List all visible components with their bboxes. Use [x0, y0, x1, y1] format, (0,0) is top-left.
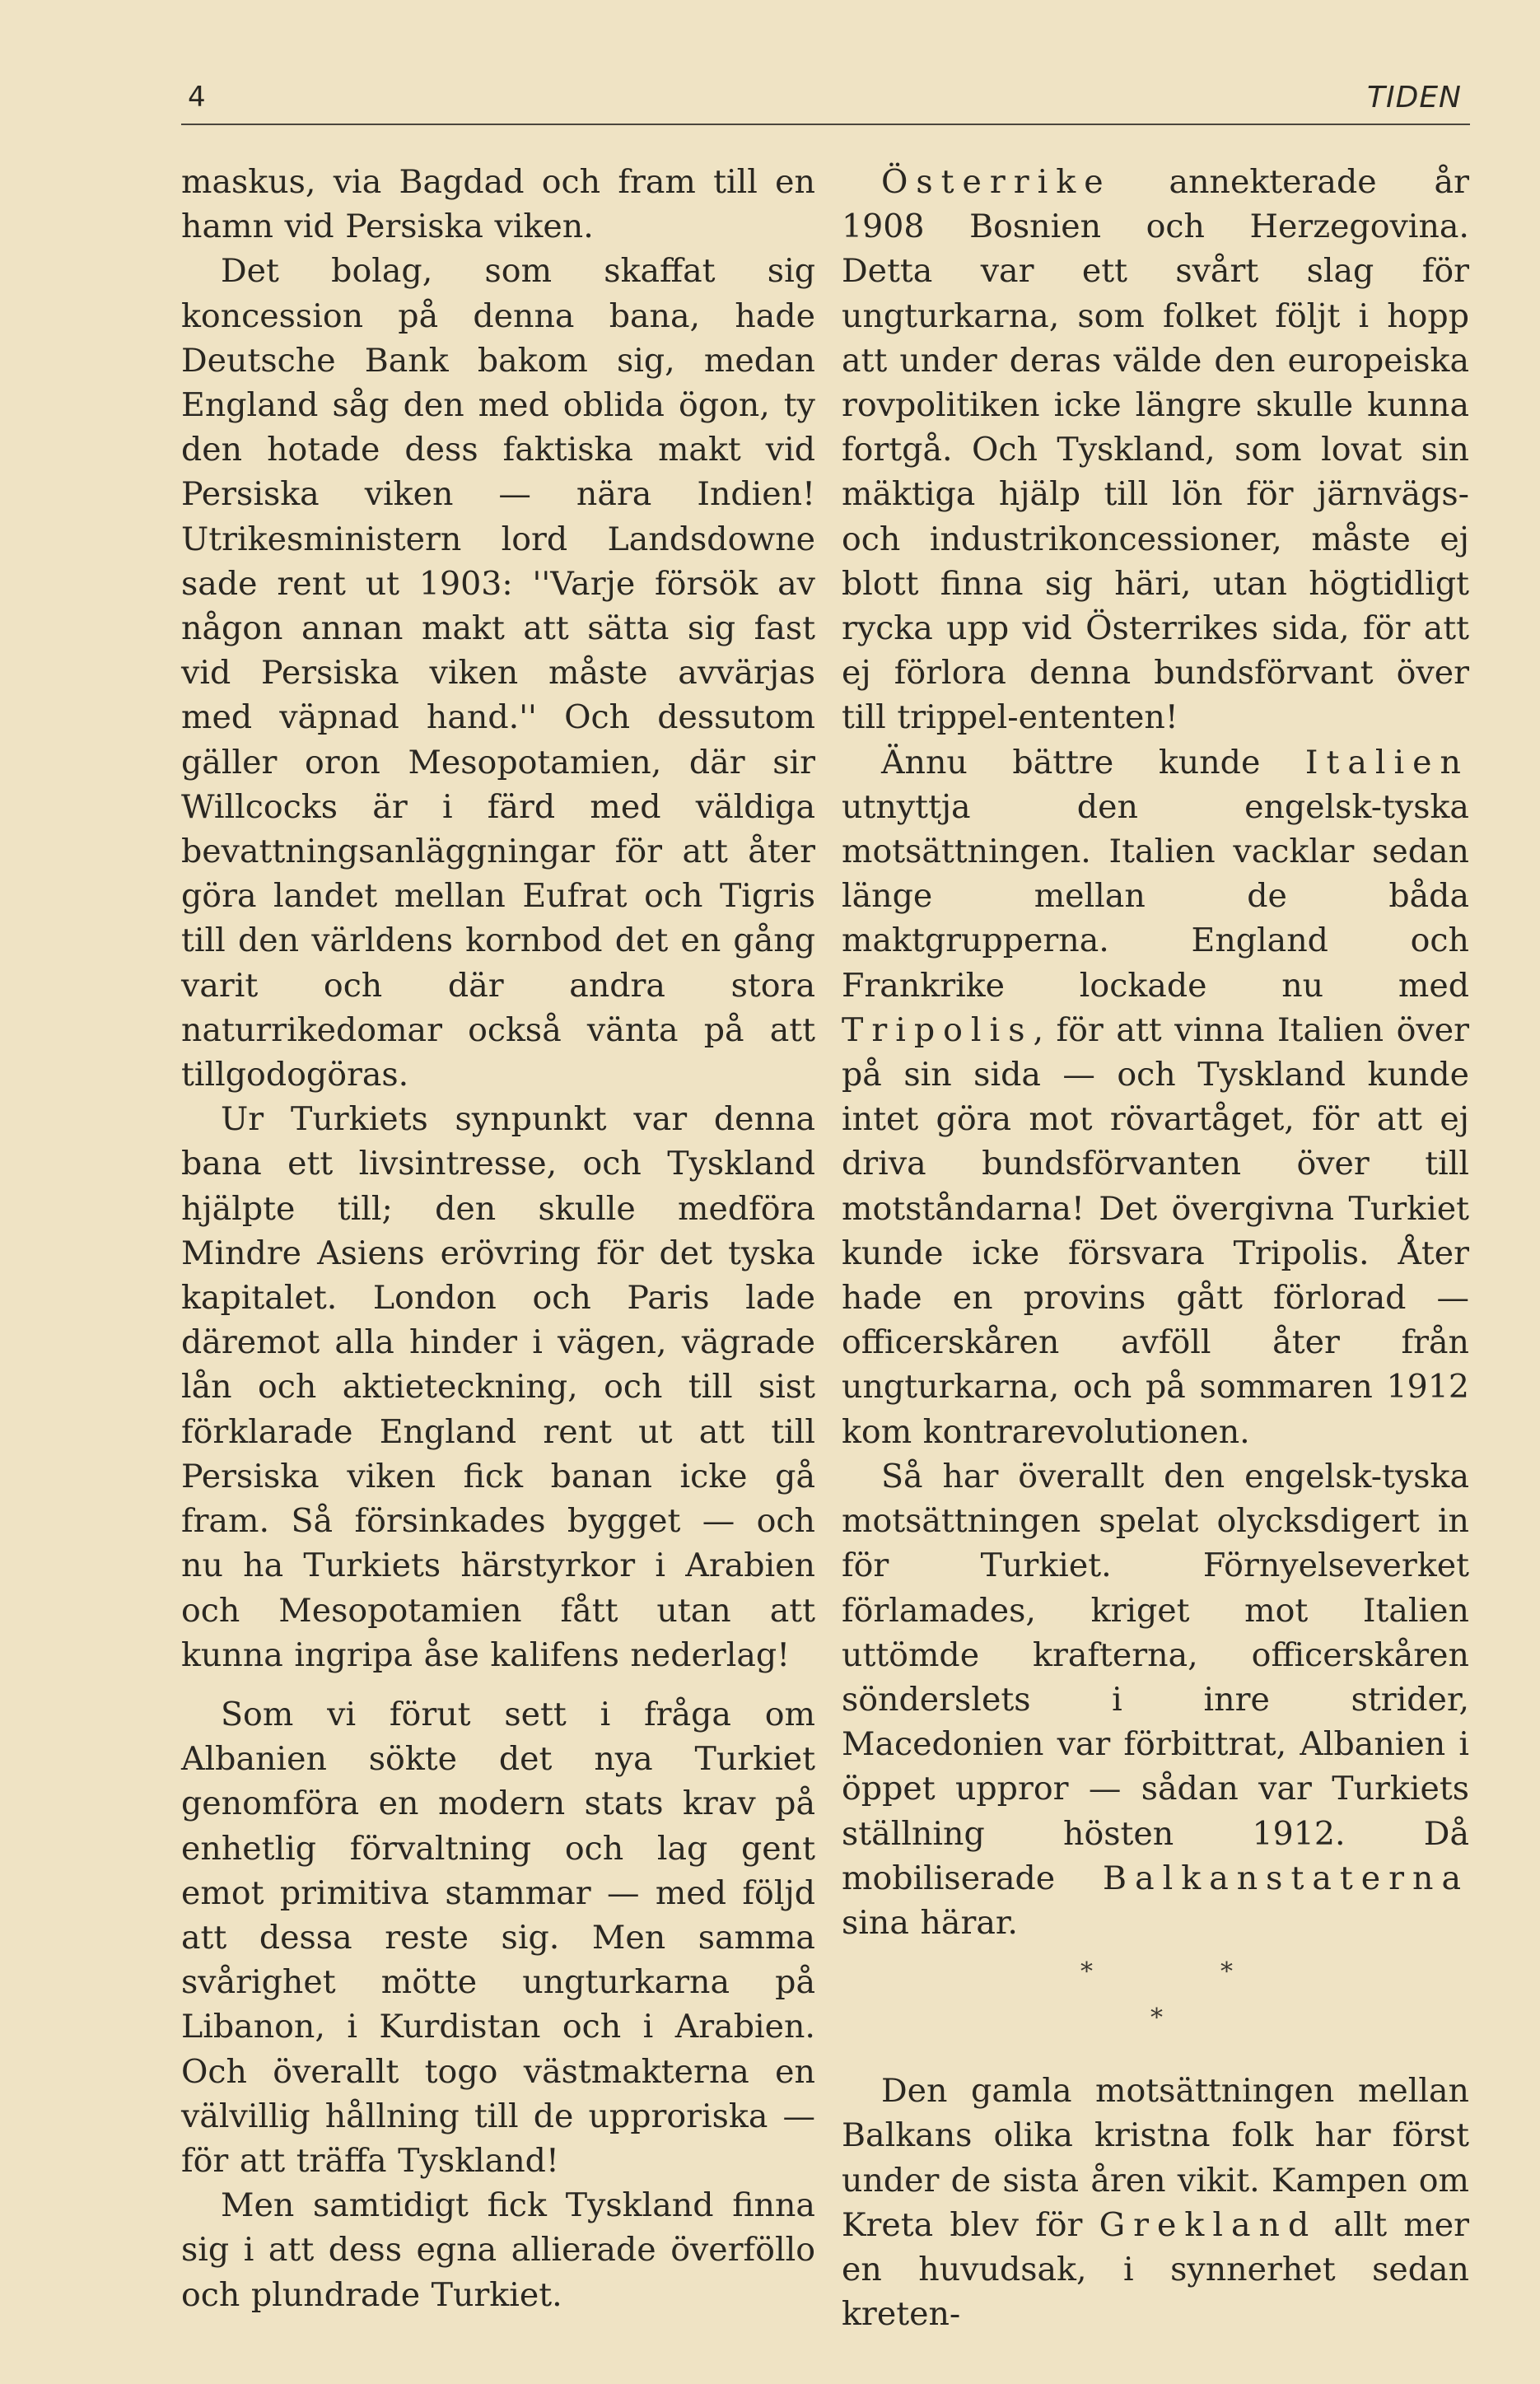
section-separator — [842, 1945, 1469, 2069]
right-paragraph-1 — [842, 160, 1469, 740]
running-title: TIDEN — [1366, 81, 1462, 114]
separator-star: * — [1220, 1957, 1233, 1987]
left-paragraph-5: Men samtidigt fick Tyskland finna sig i att dess egna allierade överföllo och plundrade Turkiet. — [181, 2186, 815, 2314]
right-paragraph-1-text: annekterade år 1908 Bosnien och Herzegovina. Detta var ett svårt slag för ungturkarna, som folket följt i hopp att under deras välde den europeiska rovpolitiken icke längre skulle kunna fortgå. Och Tyskland, som lovat sin mäktiga hjälp till lön för järnvägs- och industrikoncessioner, måste ej blott finna sig häri, utan högtidligt rycka upp vid Österrikes sida, för att ej förlora denna bundsförvant över till trippel-ententen! — [842, 163, 1469, 737]
spaced-word-osterrike: Österrike — [881, 163, 1112, 201]
page-header — [181, 76, 1470, 125]
right-paragraph-2-text-a: Ännu bättre kunde — [881, 743, 1305, 781]
header-rule — [181, 124, 1470, 125]
right-paragraph-2-text-b: utnyttja den engelsk-tyska motsättningen. Italien vacklar sedan länge mellan de båda maktgrupperna. England och Frankrike lockade nu med — [842, 787, 1469, 1005]
right-paragraph-3-text-a: Så har överallt den engelsk-tyska motsättningen spelat olycksdigert in för Turkiet. Förnyelseverket förlamades, kriget mot Italien uttömde krafterna, officerskåren sönderslets i inre strider, Macedonien var förbittrat, Albanien i öppet uppror — sådan var Turkiets ställning hösten 1912. Då mobiliserade — [842, 1457, 1469, 1897]
right-paragraph-4-text-a: Den gamla motsättningen mellan Balkans olika kristna folk har först under de sista åren vikit. Kampen om Kreta blev för — [842, 2072, 1469, 2244]
right-column — [842, 160, 1469, 2336]
spaced-word-tripolis: Tripolis — [842, 1010, 1034, 1049]
right-paragraph-2 — [842, 740, 1469, 1454]
left-paragraph-2: Det bolag, som skaffat sig koncession på denna bana, hade Deutsche Bank bakom sig, medan England såg den med oblida ögon, ty den hotade dess faktiska makt vid Persiska viken — nära Indien! Utrikesministern lord Landsdowne sade rent ut 1903: ''Varje försök av någon annan makt att sätta sig fast vid Persiska viken måste avvärjas med väpnad hand.'' Och dessutom gäller oron Mesopotamien, där sir Willcocks är i färd med väldiga bevattningsanläggningar för att åter göra landet mellan Eufrat och Tigris till den världens kornbod det en gång varit och där andra stora naturrikedomar också vänta på att tillgodogöras. — [181, 252, 815, 1094]
left-paragraph-1: maskus, via Bagdad och fram till en hamn vid Persiska viken. — [181, 163, 815, 246]
right-paragraph-2-text-c: , för att vinna Italien över på sin sida — och Tyskland kunde intet göra mot rövartåget, för att ej driva bundsförvanten över till motståndarna! Det övergivna Turkiet kunde icke försvara Tripolis. Åter hade en provins gått förlorad — officerskåren avföll åter från ungturkarna, och på sommaren 1912 kom kontrarevolutionen. — [842, 1010, 1469, 1451]
spaced-word-balkanstaterna: Balkanstaterna — [1103, 1859, 1469, 1897]
left-paragraph-3: Ur Turkiets synpunkt var denna bana ett livsintresse, och Tyskland hjälpte till; den skulle medföra Mindre Asiens erövring för det tyska kapitalet. London och Paris lade däremot alla hinder i vägen, vägrade lån och aktieteckning, och till sist förklarade England rent ut att till Persiska viken fick banan icke gå fram. Så försinkades bygget — och nu ha Turkiets härstyrkor i Arabien och Mesopotamien fått utan att kunna ingripa åse kalifens nederlag! — [181, 1100, 815, 1674]
separator-star: * — [1080, 1957, 1093, 1987]
right-paragraph-4 — [842, 2069, 1469, 2336]
spaced-word-grekland: Grekland — [1099, 2205, 1318, 2244]
separator-star: * — [1150, 2004, 1163, 2033]
spaced-word-italien: Italien — [1304, 743, 1469, 781]
left-paragraph-4: Som vi förut sett i fråga om Albanien sökte det nya Turkiet genomföra en modern stats krav på enhetlig förvaltning och lag gent emot primitiva stammar — med följd att dessa reste sig. Men samma svårighet mötte ungturkarna på Libanon, i Kurdistan och i Arabien. Och överallt togo västmakterna en välvillig hållning till de upproriska — för att träffa Tyskland! — [181, 1695, 815, 2180]
right-paragraph-3-text-b: sina härar. — [842, 1903, 1018, 1942]
left-column — [181, 160, 815, 2317]
right-paragraph-3 — [842, 1454, 1469, 1945]
right-paragraph-4-text-b: allt mer en huvudsak, i synnerhet sedan kreten- — [842, 2205, 1469, 2334]
page-number: 4 — [188, 81, 206, 114]
